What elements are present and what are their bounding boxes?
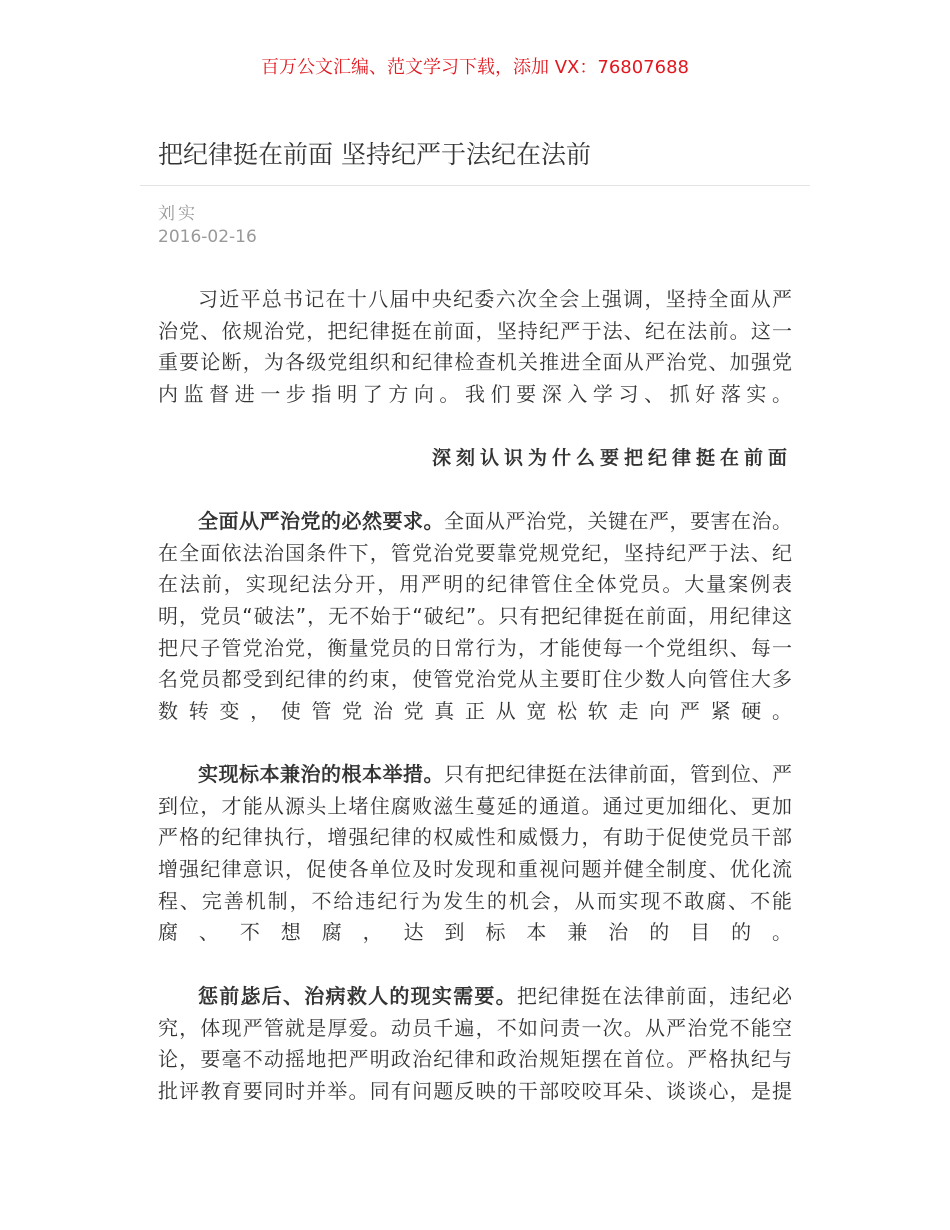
paragraph-line [158, 917, 792, 949]
paragraph-line [158, 664, 792, 696]
paragraph-line [158, 538, 792, 570]
paragraph-line [158, 854, 792, 886]
paragraph-line [158, 347, 792, 379]
paragraph-line-text: 到位，才能从源头上堵住腐败滋生蔓延的通道。通过更加细化、更加 [158, 793, 792, 818]
paragraph-line [158, 601, 792, 633]
title-divider [140, 185, 810, 186]
paragraph-line-text: 增强纪律意识，促使各单位及时发现和重视问题并健全制度、优化流 [158, 857, 792, 882]
paragraph-line [158, 981, 792, 1013]
paragraph-line [158, 379, 792, 411]
paragraph-intro [158, 284, 792, 411]
paragraph-line-text: 严格的纪律执行，增强纪律的权威性和威慑力，有助于促使党员干部 [158, 825, 792, 850]
paragraph-line-text: 论，要毫不动摇地把严明政治纪律和政治规矩摆在首位。严格执纪与 [158, 1047, 792, 1072]
paragraph-line [158, 822, 792, 854]
paragraph-line-text: 把尺子管党治党，衡量党员的日常行为，才能使每一个党组织、每一 [158, 635, 792, 660]
section-heading: 深刻认识为什么要把纪律挺在前面 [431, 447, 792, 469]
paragraph-line-text: 全面从严治党，关键在严，要害在治。 [444, 509, 792, 533]
paragraph-measure [158, 759, 792, 949]
paragraph-line [158, 569, 792, 601]
paragraph-line [158, 284, 792, 316]
paragraph-lead: 惩前毖后、治病救人的现实需要。 [198, 984, 517, 1008]
article-title: 把纪律挺在前面 坚持纪严于法纪在法前 [158, 140, 591, 169]
paragraph-line-text: 究，体现严管就是厚爱。动员千遍，不如问责一次。从严治党不能空 [158, 1015, 792, 1040]
paragraph-line-text: 数转变，使管党治党真正从宽松软走向严紧硬。 [158, 699, 792, 724]
paragraph-line-text: 明，党员“破法”，无不始于“破纪”。只有把纪律挺在前面，用纪律这 [158, 604, 792, 629]
paragraph-lead: 全面从严治党的必然要求。 [198, 509, 444, 533]
paragraph-line-text: 重要论断，为各级党组织和纪律检查机关推进全面从严治党、加强党 [158, 350, 792, 375]
paragraph-line [158, 886, 792, 918]
paragraph-line-text: 把纪律挺在法律前面，违纪必 [516, 984, 793, 1008]
paragraph-line [158, 506, 792, 538]
paragraph-line-text: 内监督进一步指明了方向。我们要深入学习、抓好落实。 [158, 382, 792, 407]
paragraph-line-text: 腐、不想腐，达到标本兼治的目的。 [158, 920, 792, 945]
paragraph-line [158, 1076, 792, 1108]
paragraph-line [158, 759, 792, 791]
paragraph-line [158, 316, 792, 348]
paragraph-line-text: 治党、依规治党，把纪律挺在前面，坚持纪严于法、纪在法前。这一 [158, 318, 792, 343]
paragraph-line [158, 633, 792, 665]
paragraph-line-text: 程、完善机制，不给违纪行为发生的机会，从而实现不敢腐、不能 [158, 888, 792, 913]
paragraph-need [158, 981, 792, 1108]
paragraph-line-text: 习近平总书记在十八届中央纪委六次全会上强调，坚持全面从严 [198, 287, 792, 311]
paragraph-line-text: 只有把纪律挺在法律前面，管到位、严 [444, 762, 792, 786]
paragraph-line-text: 在法前，实现纪法分开，用严明的纪律管住全体党员。大量案例表 [158, 572, 792, 597]
paragraph-line-text: 批评教育要同时并举。同有问题反映的干部咬咬耳朵、谈谈心，是提 [158, 1079, 792, 1104]
paragraph-line-text: 在全面依法治国条件下，管党治党要靠党规党纪，坚持纪严于法、纪 [158, 540, 792, 565]
paragraph-line-text: 名党员都受到纪律的约束，使管党治党从主要盯住少数人向管住大多 [158, 667, 792, 692]
paragraph-requirement [158, 506, 792, 728]
download-banner: 百万公文汇编、范文学习下载，添加 VX：76807688 [261, 57, 689, 78]
article-author: 刘实 [158, 204, 198, 224]
paragraph-lead: 实现标本兼治的根本举措。 [198, 762, 444, 786]
paragraph-line [158, 791, 792, 823]
paragraph-line [158, 1013, 792, 1045]
paragraph-line [158, 1044, 792, 1076]
article-date: 2016-02-16 [158, 227, 257, 247]
paragraph-line [158, 696, 792, 728]
